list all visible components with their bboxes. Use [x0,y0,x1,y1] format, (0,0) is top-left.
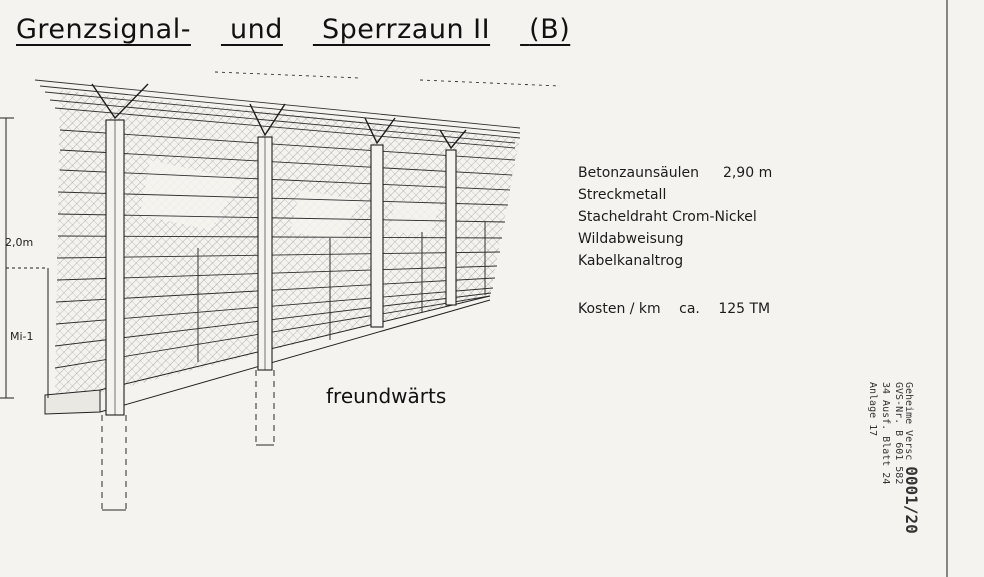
spec-row [578,228,772,250]
stamp-copy: 34 Ausf. Blatt 24 [880,382,891,485]
spec-label: Streckmetall [578,187,667,203]
spec-row [578,206,772,228]
title-part-4: (B) [529,14,571,45]
page-edge [946,0,948,577]
spec-label: Wildabweisung [578,231,684,247]
spec-list [578,162,772,272]
cost-amount: 125 TM [718,301,771,317]
height-dimension [0,118,48,398]
direction-label: freundwärts [326,384,447,408]
title-part-2: und [230,14,283,45]
spec-row [578,184,772,206]
title-part-1: Grenzsignal- [16,14,191,45]
spec-row [578,250,772,272]
stamp-number: 0001/20 [902,466,921,534]
cost-line [578,301,784,317]
stamp-annex: Anlage 17 [867,382,878,437]
mi-label: Mi-1 [10,330,34,343]
post-footings [102,370,274,510]
spec-value: 2,90 m [722,165,773,181]
document-title [16,14,600,45]
spec-label: Betonzaunsäulen [578,165,699,181]
classification-stamp [866,382,921,534]
spec-label: Kabelkanaltrog [578,253,684,269]
title-part-3: Sperrzaun II [322,14,491,45]
stamp-gvs: GVS-Nr. B 601 582 [893,382,904,485]
spec-row [578,162,772,184]
cost-label: Kosten / km [578,301,661,317]
height-label: 2,0m [5,236,34,249]
spec-label: Stacheldraht Crom-Nickel [578,209,757,225]
stamp-line: Geheime Versc0001/20 [902,382,921,534]
cost-approx: ca. [679,301,700,317]
